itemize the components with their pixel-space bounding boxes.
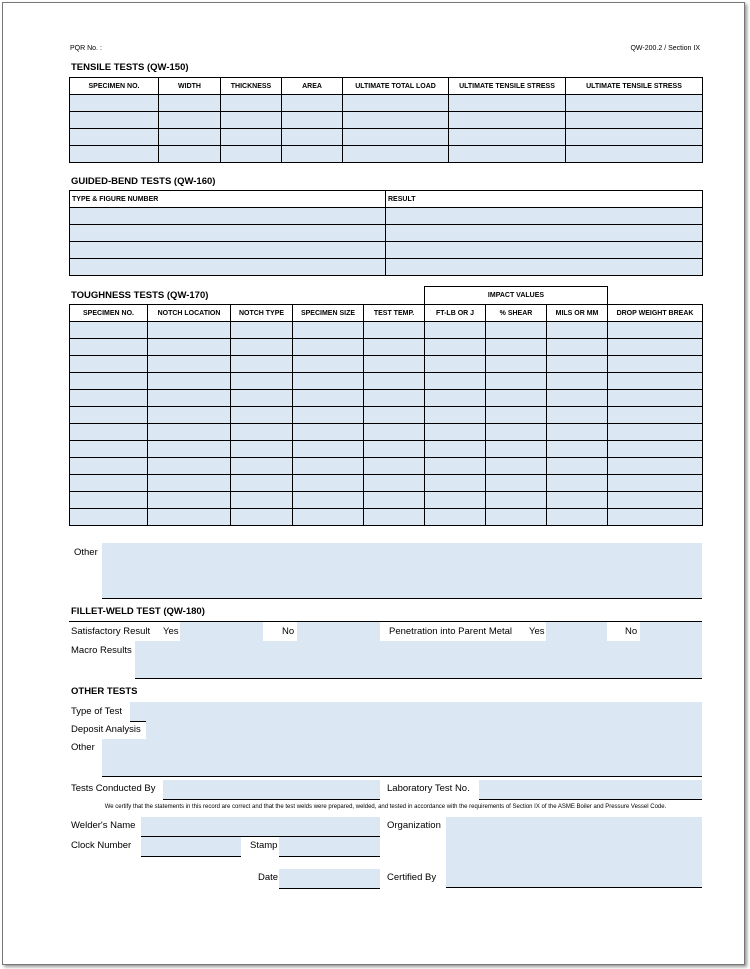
toughness-cell[interactable] xyxy=(425,407,486,424)
tensile-cell[interactable] xyxy=(343,129,449,146)
laboratory-test-no-field[interactable] xyxy=(479,780,702,800)
toughness-row xyxy=(70,441,703,458)
bend-cell[interactable] xyxy=(70,259,386,276)
toughness-cell[interactable] xyxy=(231,458,293,475)
tensile-cell[interactable] xyxy=(449,95,566,112)
toughness-cell[interactable] xyxy=(231,407,293,424)
form-reference: QW-200.2 / Section IX xyxy=(630,45,700,52)
toughness-table xyxy=(69,304,703,526)
toughness-cell[interactable] xyxy=(608,407,703,424)
toughness-cell[interactable] xyxy=(425,475,486,492)
toughness-cell[interactable] xyxy=(364,492,425,509)
toughness-cell[interactable] xyxy=(608,356,703,373)
clock-number-label: Clock Number xyxy=(71,840,132,851)
toughness-cell[interactable] xyxy=(486,424,547,441)
col-drop-weight-break: DROP WEIGHT BREAK xyxy=(608,305,703,322)
toughness-cell[interactable] xyxy=(547,356,608,373)
tensile-cell[interactable] xyxy=(282,146,343,163)
toughness-cell[interactable] xyxy=(148,407,231,424)
toughness-cell[interactable] xyxy=(364,458,425,475)
toughness-cell[interactable] xyxy=(425,509,486,526)
bend-title: GUIDED-BEND TESTS (QW-160) xyxy=(71,176,216,187)
organization-field[interactable] xyxy=(446,817,702,837)
other-tests-other-field-1[interactable] xyxy=(102,739,702,759)
tensile-cell[interactable] xyxy=(449,129,566,146)
toughness-row xyxy=(70,322,703,339)
toughness-cell[interactable] xyxy=(608,373,703,390)
pqr-number-label: PQR No. : xyxy=(70,45,102,52)
toughness-cell[interactable] xyxy=(547,322,608,339)
col-type-figure-number: TYPE & FIGURE NUMBER xyxy=(70,191,386,208)
toughness-other-field-3[interactable] xyxy=(102,580,702,599)
type-of-test-label: Type of Test xyxy=(71,706,123,717)
bend-cell[interactable] xyxy=(70,208,386,225)
toughness-cell[interactable] xyxy=(293,322,364,339)
toughness-cell[interactable] xyxy=(425,424,486,441)
bend-cell[interactable] xyxy=(386,259,703,276)
col-percent-shear: % SHEAR xyxy=(486,305,547,322)
toughness-header-row xyxy=(70,305,703,322)
tensile-cell[interactable] xyxy=(221,146,282,163)
toughness-cell[interactable] xyxy=(148,356,231,373)
toughness-cell[interactable] xyxy=(148,475,231,492)
toughness-row xyxy=(70,373,703,390)
stamp-label: Stamp xyxy=(250,840,278,851)
macro-results-field-1[interactable] xyxy=(135,641,702,661)
welders-name-label: Welder's Name xyxy=(71,820,136,831)
toughness-cell[interactable] xyxy=(425,322,486,339)
toughness-cell[interactable] xyxy=(70,475,148,492)
toughness-cell[interactable] xyxy=(70,339,148,356)
bend-header-row xyxy=(70,191,703,208)
toughness-cell[interactable] xyxy=(293,407,364,424)
bend-row xyxy=(70,259,703,276)
toughness-other-field-2[interactable] xyxy=(102,562,702,581)
toughness-cell[interactable] xyxy=(364,475,425,492)
col-result: RESULT xyxy=(386,191,703,208)
toughness-cell[interactable] xyxy=(231,475,293,492)
tensile-cell[interactable] xyxy=(343,95,449,112)
bend-row xyxy=(70,225,703,242)
tensile-cell[interactable] xyxy=(159,129,221,146)
toughness-cell[interactable] xyxy=(486,441,547,458)
toughness-row xyxy=(70,475,703,492)
toughness-cell[interactable] xyxy=(70,390,148,407)
toughness-cell[interactable] xyxy=(547,373,608,390)
other-tests-title: OTHER TESTS xyxy=(71,686,138,697)
toughness-cell[interactable] xyxy=(231,390,293,407)
tensile-cell[interactable] xyxy=(449,112,566,129)
toughness-cell[interactable] xyxy=(608,424,703,441)
tensile-row xyxy=(70,95,703,112)
toughness-cell[interactable] xyxy=(425,373,486,390)
tensile-cell[interactable] xyxy=(159,112,221,129)
toughness-cell[interactable] xyxy=(231,356,293,373)
toughness-cell[interactable] xyxy=(486,458,547,475)
toughness-cell[interactable] xyxy=(547,441,608,458)
tensile-cell[interactable] xyxy=(282,129,343,146)
tests-conducted-by-label: Tests Conducted By xyxy=(71,783,156,794)
date-label: Date xyxy=(258,872,279,883)
toughness-cell[interactable] xyxy=(231,339,293,356)
tests-conducted-by-field[interactable] xyxy=(163,780,380,800)
toughness-cell[interactable] xyxy=(231,373,293,390)
toughness-cell[interactable] xyxy=(148,390,231,407)
col-specimen-no: SPECIMEN NO. xyxy=(70,78,159,95)
penetration-no-field[interactable] xyxy=(640,622,702,642)
toughness-cell[interactable] xyxy=(486,322,547,339)
toughness-cell[interactable] xyxy=(547,492,608,509)
toughness-cell[interactable] xyxy=(486,339,547,356)
toughness-row xyxy=(70,492,703,509)
col-specimen-no: SPECIMEN NO. xyxy=(70,305,148,322)
penetration-no-label: No xyxy=(625,626,638,637)
col-area: AREA xyxy=(282,78,343,95)
toughness-cell[interactable] xyxy=(608,441,703,458)
tensile-cell[interactable] xyxy=(282,95,343,112)
tensile-cell[interactable] xyxy=(159,146,221,163)
tensile-row xyxy=(70,112,703,129)
toughness-cell[interactable] xyxy=(608,339,703,356)
toughness-cell[interactable] xyxy=(364,407,425,424)
toughness-cell[interactable] xyxy=(293,492,364,509)
toughness-cell[interactable] xyxy=(547,339,608,356)
toughness-cell[interactable] xyxy=(293,424,364,441)
toughness-cell[interactable] xyxy=(293,458,364,475)
toughness-cell[interactable] xyxy=(148,373,231,390)
deposit-analysis-field[interactable] xyxy=(146,721,702,740)
certified-by-field[interactable] xyxy=(446,836,702,888)
type-of-test-field[interactable] xyxy=(130,702,702,722)
toughness-cell[interactable] xyxy=(364,373,425,390)
toughness-cell[interactable] xyxy=(70,509,148,526)
satisfactory-result-label: Satisfactory Result xyxy=(71,626,151,637)
tensile-cell[interactable] xyxy=(70,146,159,163)
toughness-cell[interactable] xyxy=(364,509,425,526)
welders-name-field[interactable] xyxy=(141,817,380,837)
satisfactory-no-field[interactable] xyxy=(297,622,380,642)
toughness-cell[interactable] xyxy=(231,509,293,526)
toughness-cell[interactable] xyxy=(148,458,231,475)
toughness-cell[interactable] xyxy=(293,373,364,390)
tensile-cell[interactable] xyxy=(70,129,159,146)
toughness-cell[interactable] xyxy=(364,424,425,441)
toughness-cell[interactable] xyxy=(70,458,148,475)
col-notch-type: NOTCH TYPE xyxy=(231,305,293,322)
toughness-cell[interactable] xyxy=(425,356,486,373)
penetration-label: Penetration into Parent Metal xyxy=(389,626,513,637)
toughness-cell[interactable] xyxy=(486,492,547,509)
toughness-cell[interactable] xyxy=(148,441,231,458)
toughness-cell[interactable] xyxy=(70,441,148,458)
tensile-cell[interactable] xyxy=(566,95,703,112)
tensile-cell[interactable] xyxy=(221,95,282,112)
toughness-cell[interactable] xyxy=(231,424,293,441)
toughness-cell[interactable] xyxy=(486,509,547,526)
tensile-header-row xyxy=(70,78,703,95)
toughness-cell[interactable] xyxy=(231,492,293,509)
toughness-cell[interactable] xyxy=(425,339,486,356)
toughness-cell[interactable] xyxy=(364,339,425,356)
col-ultimate-tensile-stress: ULTIMATE TENSILE STRESS xyxy=(449,78,566,95)
macro-results-label: Macro Results xyxy=(71,645,132,656)
stamp-field[interactable] xyxy=(279,837,380,857)
toughness-cell[interactable] xyxy=(486,390,547,407)
col-ft-lb-or-j: FT-LB OR J xyxy=(425,305,486,322)
toughness-cell[interactable] xyxy=(486,407,547,424)
toughness-cell[interactable] xyxy=(70,407,148,424)
toughness-cell[interactable] xyxy=(364,356,425,373)
toughness-row xyxy=(70,407,703,424)
toughness-cell[interactable] xyxy=(547,390,608,407)
toughness-cell[interactable] xyxy=(293,475,364,492)
certified-by-label: Certified By xyxy=(387,872,437,883)
tensile-title: TENSILE TESTS (QW-150) xyxy=(71,62,189,73)
toughness-row xyxy=(70,509,703,526)
deposit-analysis-label: Deposit Analysis xyxy=(71,724,141,735)
toughness-cell[interactable] xyxy=(425,441,486,458)
toughness-cell[interactable] xyxy=(293,441,364,458)
bend-cell[interactable] xyxy=(386,208,703,225)
bend-row xyxy=(70,208,703,225)
toughness-cell[interactable] xyxy=(608,322,703,339)
col-specimen-size: SPECIMEN SIZE xyxy=(293,305,364,322)
tensile-cell[interactable] xyxy=(221,129,282,146)
other-tests-other-field-2[interactable] xyxy=(102,758,702,777)
fillet-title: FILLET-WELD TEST (QW-180) xyxy=(71,606,205,617)
toughness-cell[interactable] xyxy=(547,475,608,492)
toughness-row xyxy=(70,458,703,475)
bend-table xyxy=(69,190,703,276)
col-notch-location: NOTCH LOCATION xyxy=(148,305,231,322)
organization-label: Organization xyxy=(387,820,441,831)
toughness-cell[interactable] xyxy=(608,475,703,492)
toughness-cell[interactable] xyxy=(293,390,364,407)
toughness-cell[interactable] xyxy=(608,492,703,509)
col-ultimate-tensile-stress-2: ULTIMATE TENSILE STRESS xyxy=(566,78,703,95)
col-mils-or-mm: MILS OR MM xyxy=(547,305,608,322)
satisfactory-yes-field[interactable] xyxy=(180,622,263,642)
tensile-table xyxy=(69,77,703,163)
toughness-cell[interactable] xyxy=(608,390,703,407)
bend-cell[interactable] xyxy=(386,242,703,259)
toughness-cell[interactable] xyxy=(364,390,425,407)
toughness-cell[interactable] xyxy=(293,339,364,356)
col-width: WIDTH xyxy=(159,78,221,95)
toughness-cell[interactable] xyxy=(364,322,425,339)
certification-statement: We certify that the statements in this record are correct and that the test welds were prepared, welded, and tested in accordance with the requirements of Section IX of the ASME Boiler and Pressure Vessel Code. xyxy=(104,804,667,810)
satisfactory-no-label: No xyxy=(282,626,295,637)
toughness-row xyxy=(70,356,703,373)
tensile-cell[interactable] xyxy=(282,112,343,129)
col-thickness: THICKNESS xyxy=(221,78,282,95)
fillet-divider xyxy=(69,621,702,622)
toughness-cell[interactable] xyxy=(70,424,148,441)
toughness-cell[interactable] xyxy=(148,339,231,356)
penetration-yes-label: Yes xyxy=(529,626,545,637)
toughness-cell[interactable] xyxy=(70,492,148,509)
toughness-cell[interactable] xyxy=(425,492,486,509)
toughness-cell[interactable] xyxy=(547,509,608,526)
tensile-cell[interactable] xyxy=(343,146,449,163)
toughness-cell[interactable] xyxy=(293,509,364,526)
bend-cell[interactable] xyxy=(70,242,386,259)
toughness-cell[interactable] xyxy=(425,458,486,475)
laboratory-test-no-label: Laboratory Test No. xyxy=(387,783,470,794)
toughness-cell[interactable] xyxy=(486,475,547,492)
bend-row xyxy=(70,242,703,259)
toughness-cell[interactable] xyxy=(148,509,231,526)
tensile-row xyxy=(70,129,703,146)
tensile-cell[interactable] xyxy=(70,112,159,129)
other-tests-other-label: Other xyxy=(71,742,95,753)
toughness-cell[interactable] xyxy=(364,441,425,458)
toughness-cell[interactable] xyxy=(148,424,231,441)
toughness-cell[interactable] xyxy=(547,458,608,475)
tensile-cell[interactable] xyxy=(566,146,703,163)
tensile-cell[interactable] xyxy=(343,112,449,129)
toughness-cell[interactable] xyxy=(148,322,231,339)
toughness-cell[interactable] xyxy=(231,441,293,458)
toughness-cell[interactable] xyxy=(70,356,148,373)
toughness-row xyxy=(70,424,703,441)
col-test-temp: TEST TEMP. xyxy=(364,305,425,322)
bend-cell[interactable] xyxy=(70,225,386,242)
toughness-cell[interactable] xyxy=(70,322,148,339)
toughness-cell[interactable] xyxy=(608,509,703,526)
clock-number-field[interactable] xyxy=(141,837,241,857)
toughness-other-field-1[interactable] xyxy=(102,543,702,563)
tensile-row xyxy=(70,146,703,163)
tensile-cell[interactable] xyxy=(449,146,566,163)
satisfactory-yes-label: Yes xyxy=(163,626,179,637)
toughness-row xyxy=(70,339,703,356)
tensile-cell[interactable] xyxy=(221,112,282,129)
toughness-cell[interactable] xyxy=(148,492,231,509)
toughness-row xyxy=(70,390,703,407)
toughness-other-label: Other xyxy=(74,547,98,558)
tensile-cell[interactable] xyxy=(159,95,221,112)
toughness-cell[interactable] xyxy=(547,407,608,424)
date-field[interactable] xyxy=(279,869,380,889)
toughness-cell[interactable] xyxy=(547,424,608,441)
toughness-cell[interactable] xyxy=(425,390,486,407)
impact-values-header: IMPACT VALUES xyxy=(424,286,608,304)
col-ultimate-total-load: ULTIMATE TOTAL LOAD xyxy=(343,78,449,95)
toughness-cell[interactable] xyxy=(608,458,703,475)
macro-results-field-2[interactable] xyxy=(135,660,702,679)
tensile-cell[interactable] xyxy=(566,129,703,146)
toughness-cell[interactable] xyxy=(231,322,293,339)
toughness-cell[interactable] xyxy=(486,373,547,390)
bend-cell[interactable] xyxy=(386,225,703,242)
toughness-title: TOUGHNESS TESTS (QW-170) xyxy=(71,290,209,301)
tensile-cell[interactable] xyxy=(70,95,159,112)
toughness-cell[interactable] xyxy=(293,356,364,373)
toughness-cell[interactable] xyxy=(486,356,547,373)
penetration-yes-field[interactable] xyxy=(546,622,607,642)
tensile-cell[interactable] xyxy=(566,112,703,129)
toughness-cell[interactable] xyxy=(70,373,148,390)
